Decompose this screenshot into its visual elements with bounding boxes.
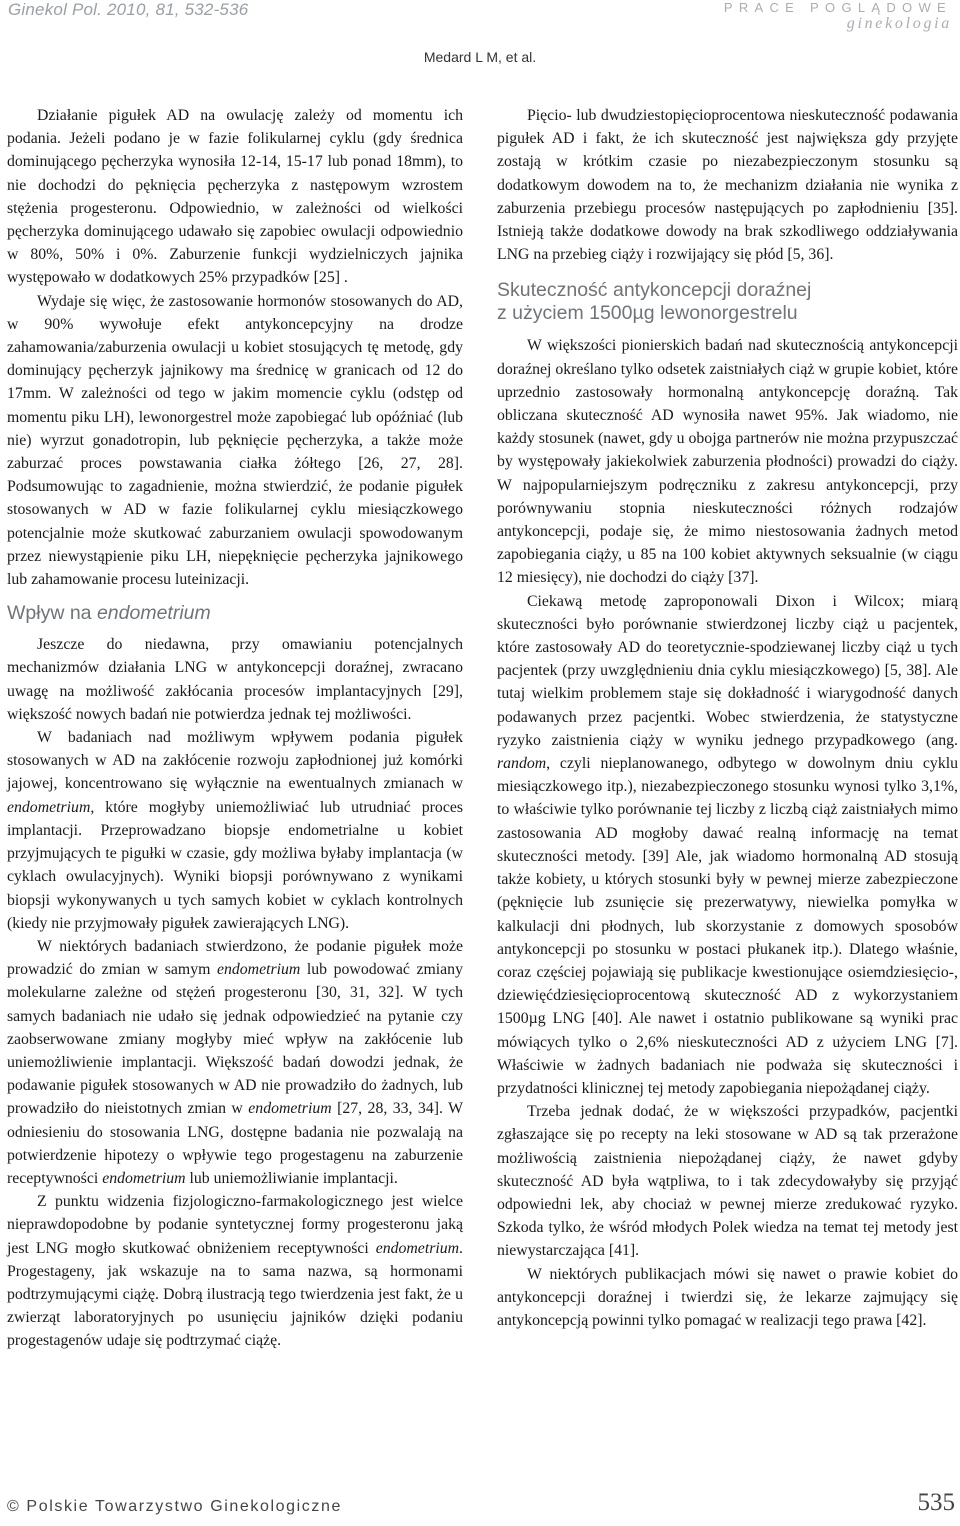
paragraph: W badaniach nad możliwym wpływem podania pigułek stosowanych w AD na zakłócenie rozwoju zapłodnionej już komórki jajowej, koncentrowano się wyłącznie na ewentualnych zmianach w endometrium, które mogłyby uniemożliwiać lub utrudniać proces implantacji. Przeprowadzano biopsje endometrialne u kobiet przyjmujących te pigułki w czasie, gdy możliwa byłaby implantacja (w cyklach owulacyjnych). Wyniki biopsji porównywano z wynikami biopsji wykonywanych u tych samych kobiet w cyklach kontrolnych (kiedy nie przyjmowały pigułek zawierających LNG). [7,729,463,932]
paragraph: W niektórych publikacjach mówi się nawet o prawie kobiet do antykoncepcji doraźnej i twierdzi się, że lekarze zajmujący się antykoncepcją powinni tylko pomagać w realizacji tego prawa [42]. [497,1265,958,1329]
paragraph: W niektórych badaniach stwierdzono, że podanie pigułek może prowadzić do zmian w samym endometrium lub powodować zmiany molekularne zależne od stężeń progesteronu [30, 31, 32]. W tych samych badaniach nie udało się jednak odpowiedzieć na pytanie czy zaobserwowane zmiany mogłyby mieć wpływ na zakłócenie lub uniemożliwienie implantacji. Większość badań dowodzi jednak, że podawanie pigułek stosowanych w AD nie prowadziło do żadnych, lub prowadziło do nieistotnych zmian w endometrium [27, 28, 33, 34]. W odniesieniu do stosowania LNG, dostępne badania nie pozwalają na potwierdzenie hipotezy o wpływie tego progestagenu na zaburzenie receptywności endometrium lub uniemożliwianie implantacji. [7,937,463,1187]
paragraph: Trzeba jednak dodać, że w większości przypadków, pacjentki zgłaszające się po recepty na leki stosowane w AD są tak przerażone możliwością zaistnienia niepożądanej ciąży, że nawet gdyby skuteczność AD była wątpliwa, to i tak zdecydowałyby się przyjąć odpowiedni lek, aby chociaż w pewnej mierze zredukować ryzyko. Szkoda tylko, że wśród młodych Polek wiedza na temat tej metody jest niewystarczająca [41]. [497,1103,958,1260]
section-heading-effectiveness: Skuteczność antykoncepcji doraźnej z użyciem 1500µg lewonorgestrelu [497,279,812,325]
paragraph: Pięcio- lub dwudziestopięcioprocentowa nieskuteczność podawania pigułek AD i fakt, że ich skuteczność jest największa gdy przyjęte zostają w krótkim czasie po niezabezpieczonym stosunku są dodatkowym dowodem na to, że mechanizm działania nie wynika z zaburzenia przebiegu procesów następujących po zapłodnieniu [35]. Istnieją także dodatkowe dowody na brak szkodliwego oddziaływania LNG na przebieg ciąży i rozwijający się płód [5, 36]. [497,107,958,264]
section-label: PRACE POGLĄDOWE [723,0,952,15]
journal-name: ginekologia [846,15,952,32]
paragraph: W większości pionierskich badań nad skutecznością antykoncepcji doraźnej określano tylko odsetek zaistniałych ciąż w grupie kobiet, które uprzednio zastosowały hormonalną antykoncepcję doraźną. Tak obliczana skuteczność AD wynosiła nawet 95%. Jak wiadomo, nie każdy stosunek (nawet, gdy u obojga partnerów nie można przypuszczać by występowały jakiekolwiek zaburzenia płodności) prowadzi do ciąży. W najpopularniejszym podręczniku z zakresu antykoncepcji, przy porównywaniu stopnia nieskuteczności różnych rodzajów antykoncepcji, podaje się, że mimo niestosowania żadnych metod zapobiegania ciąży, u 85 na 100 kobiet aktywnych seksualnie (w ciągu 12 miesięcy), nie dochodzi do ciąży [37]. [497,337,958,587]
running-title: Medard L M, et al. [423,49,537,65]
right-column [497,104,958,1332]
header-block [724,0,952,33]
section-heading-endometrium: Wpływ na endometrium [7,602,211,625]
paragraph: Działanie pigułek AD na owulację zależy od momentu ich podania. Jeżeli podano je w fazie folikularnej cyklu (gdy średnica dominującego pęcherzyka wynosiła 12-14, 15-17 lub ponad 18mm), to nie dochodzi do pęknięcia pęcherzyka z następowym wzrostem stężenia progesteronu. Odpowiednio, w zależności od wielkości pęcherzyka dominującego udawało się zapobiec owulacji odpowiednio w 80%, 50% i 0%. Zaburzenie funkcji wydzielniczych jajnika występowało w dodatkowych 25% przypadków [25] . [7,107,463,287]
page-number: 535 [917,1489,955,1516]
left-column [7,104,463,1353]
paragraph: Jeszcze do niedawna, przy omawianiu potencjalnych mechanizmów działania LNG w antykoncepcji doraźnej, zwracano uwagę na możliwość zakłócania procesów implantacyjnych [29], większość nowych badań nie potwierdza jednak tej możliwości. [7,636,463,723]
copyright-footer: © Polskie Towarzystwo Ginekologiczne [7,1498,342,1515]
journal-citation: Ginekol Pol. 2010, 81, 532-536 [8,0,249,19]
paragraph: Z punktu widzenia fizjologiczno-farmakologicznego jest wielce nieprawdopodobne by podanie syntetycznej formy progesteronu jaką jest LNG mogło skutkować obniżeniem receptywności endometrium. Progestageny, jak wskazuje na to sama nazwa, są hormonami podtrzymującymi ciążę. Dobrą ilustracją tego twierdzenia jest fakt, że u zwierząt laboratoryjnych po usunięciu jajników dzięki podaniu progestagenów udaje się podtrzymać ciążę. [7,1193,463,1350]
paragraph: Wydaje się więc, że zastosowanie hormonów stosowanych do AD, w 90% wywołuje efekt antykoncepcyjny na drodze zahamowania/zaburzenia owulacji u kobiet stosujących tę metodę, gdy dominujący pęcherzyk jajnikowy ma średnicę w granicach od 12 do 17mm. W zależności od tego w jakim momencie cyklu (odstęp od momentu piku LH), lewonorgestrel może zapobiegać lub opóźniać (lub nie) wyrzut gonadotropin, lub pęknięcie pęcherzyka, a także może zaburzać proces powstawania ciałka żółtego [26, 27, 28]. Podsumowując to zagadnienie, można stwierdzić, że podanie pigułek stosowanych w AD w fazie folikularnej cyklu miesiączkowego potencjalnie może skutkować zaburzaniem owulacji spowodowanym przez niewystąpienie piku LH, niepęknięcie pęcherzyka jajnikowego lub zahamowanie procesu luteinizacji. [7,292,463,589]
paragraph: Ciekawą metodę zaproponowali Dixon i Wilcox; miarą skuteczności było porównanie stwierdzonej liczby ciąż u pacjentek, które zastosowały AD do teoretycznie-spodziewanej liczby ciąż u tych pacjentek (przy uwzględnieniu dnia cyklu miesiączkowego) [5, 38]. Ale tutaj wielkim problemem staje się dokładność i wiarygodność danych podawanych przez pacjentki. Wobec stwierdzenia, że statystyczne ryzyko zaistnienia ciąży w wyniku jednego przypadkowego (ang. random, czyli nieplanowanego, odbytego w dowolnym dniu cyklu miesiączkowego itp.), niezabezpieczonego stosunku wynosi tylko 3,1%, to właściwie tylko porównanie tej liczby z liczbą ciąż zaistniałych mimo zastosowania AD mogłoby dawać realną informację na temat skuteczności metody. [39] Ale, jak wiadomo hormonalną AD stosują także kobiety, u których stosunki były w pewnej mierze zabezpieczone (pęknięcie lub zsunięcie się prezerwatywy, niewielka pomyłka w kalkulacji dni płodnych, lub skorzystanie z domowych sposobów antykoncepcji po stosunku w postaci płukanek itp.). Dlatego właśnie, coraz częściej pojawiają się publikacje kwestionujące osiemdziesięcio-, dziewięćdziesięcioprocentową skuteczność AD z wykorzystaniem 1500µg LNG [40]. Ale nawet i ostatnio publikowane są wyniki prac mówiących tylko o 2,6% nieskuteczności AD z użyciem LNG [7]. Właściwie w żadnych badaniach nie podważa się skuteczności i przydatności klinicznej tej metody zapobiegania niepożądanej ciąży. [497,592,958,1097]
